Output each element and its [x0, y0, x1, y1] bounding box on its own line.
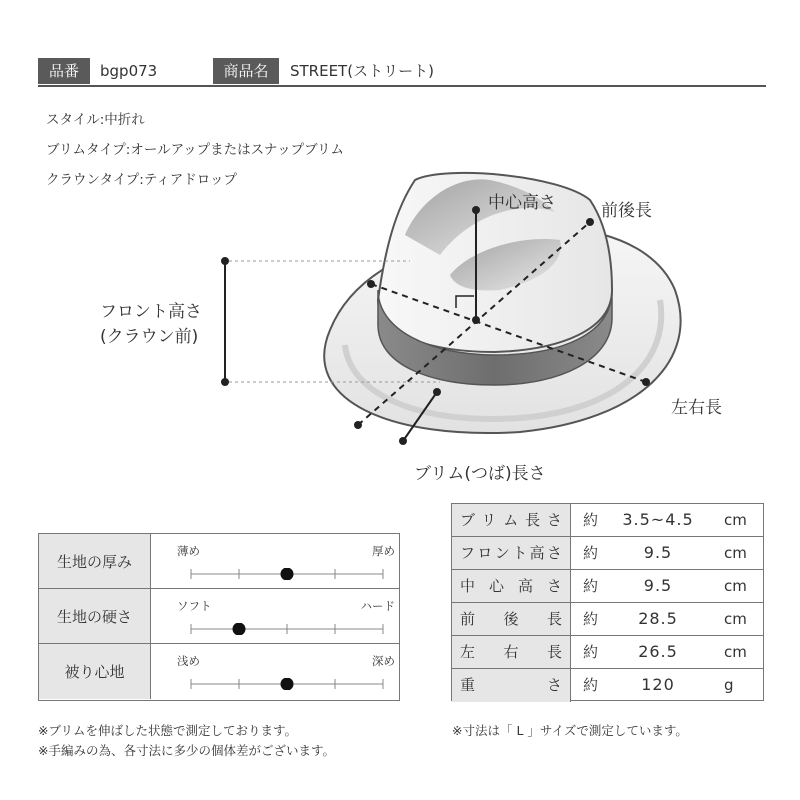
meas-approx: 約: [583, 610, 599, 628]
feel-min-label: 薄め: [177, 544, 200, 558]
meas-label: 左右長: [452, 636, 571, 668]
feel-max-label: ハード: [360, 599, 395, 613]
spec-style: スタイル:中折れ: [46, 112, 145, 128]
meas-label: フロント高さ: [452, 537, 571, 569]
feel-scale: [189, 678, 385, 690]
meas-approx: 約: [583, 676, 599, 694]
meas-value: 3.5~4.5: [622, 510, 694, 529]
feel-label: 被り心地: [39, 644, 151, 699]
label-front-height: フロント高さ: [100, 302, 202, 322]
meas-approx: 約: [583, 511, 599, 529]
product-name-value: STREET(ストリート): [290, 62, 434, 80]
meas-unit: cm: [724, 577, 747, 595]
meas-row: [452, 636, 763, 669]
feel-level-dot: [281, 568, 294, 580]
feel-label: 生地の厚み: [39, 534, 151, 588]
meas-value: 9.5: [643, 576, 673, 595]
feel-scale: [189, 568, 385, 580]
label-brim-length: ブリム(つば)長さ: [414, 464, 546, 484]
spec-brim-type: ブリムタイプ:オールアップまたはスナップブリム: [46, 142, 345, 158]
meas-label: 中心高さ: [452, 570, 571, 602]
meas-unit: cm: [724, 511, 747, 529]
spec-crown-type: クラウンタイプ:ティアドロップ: [46, 172, 237, 188]
feel-min-label: 浅め: [177, 654, 200, 668]
label-center-height: 中心高さ: [488, 193, 556, 213]
meas-approx: 約: [583, 577, 599, 595]
feel-row-fit: [39, 644, 399, 699]
product-code-value: bgp073: [100, 62, 158, 80]
product-name-tag: 商品名: [213, 58, 279, 84]
label-side-length: 左右長: [671, 398, 722, 418]
meas-unit: cm: [724, 643, 747, 661]
meas-row: [452, 570, 763, 603]
feel-min-label: ソフト: [177, 599, 212, 613]
feel-level-dot: [233, 623, 246, 635]
meas-row: [452, 669, 763, 702]
meas-unit: cm: [724, 610, 747, 628]
meas-value: 9.5: [643, 543, 673, 562]
feel-table: [38, 533, 400, 701]
feel-level-dot: [281, 678, 294, 690]
meas-label: ブリム長さ: [452, 504, 571, 536]
meas-value: 28.5: [638, 609, 678, 628]
meas-approx: 約: [583, 643, 599, 661]
meas-label: 前後長: [452, 603, 571, 635]
measurement-table: [451, 503, 764, 701]
meas-value: 120: [641, 675, 675, 694]
meas-row: [452, 603, 763, 636]
label-front-height-sub: (クラウン前): [100, 327, 199, 347]
label-front-back-length: 前後長: [601, 201, 652, 221]
header-rule: [38, 85, 766, 87]
feel-row-hardness: [39, 589, 399, 644]
feel-label: 生地の硬さ: [39, 589, 151, 643]
note-handmade: ※手編みの為、各寸法に多少の個体差がございます。: [38, 743, 335, 758]
meas-unit: g: [724, 676, 734, 694]
meas-approx: 約: [583, 544, 599, 562]
note-size: ※寸法は「 L 」サイズで測定しています。: [452, 723, 688, 738]
feel-max-label: 厚め: [372, 544, 395, 558]
product-code-tag: 品番: [38, 58, 90, 84]
feel-max-label: 深め: [372, 654, 395, 668]
feel-scale: [189, 623, 385, 635]
meas-row: [452, 504, 763, 537]
meas-value: 26.5: [638, 642, 678, 661]
note-brim-measure: ※ブリムを伸ばした状態で測定しております。: [38, 723, 297, 738]
meas-row: [452, 537, 763, 570]
meas-unit: cm: [724, 544, 747, 562]
meas-label: 重さ: [452, 669, 571, 702]
feel-row-thickness: [39, 534, 399, 589]
